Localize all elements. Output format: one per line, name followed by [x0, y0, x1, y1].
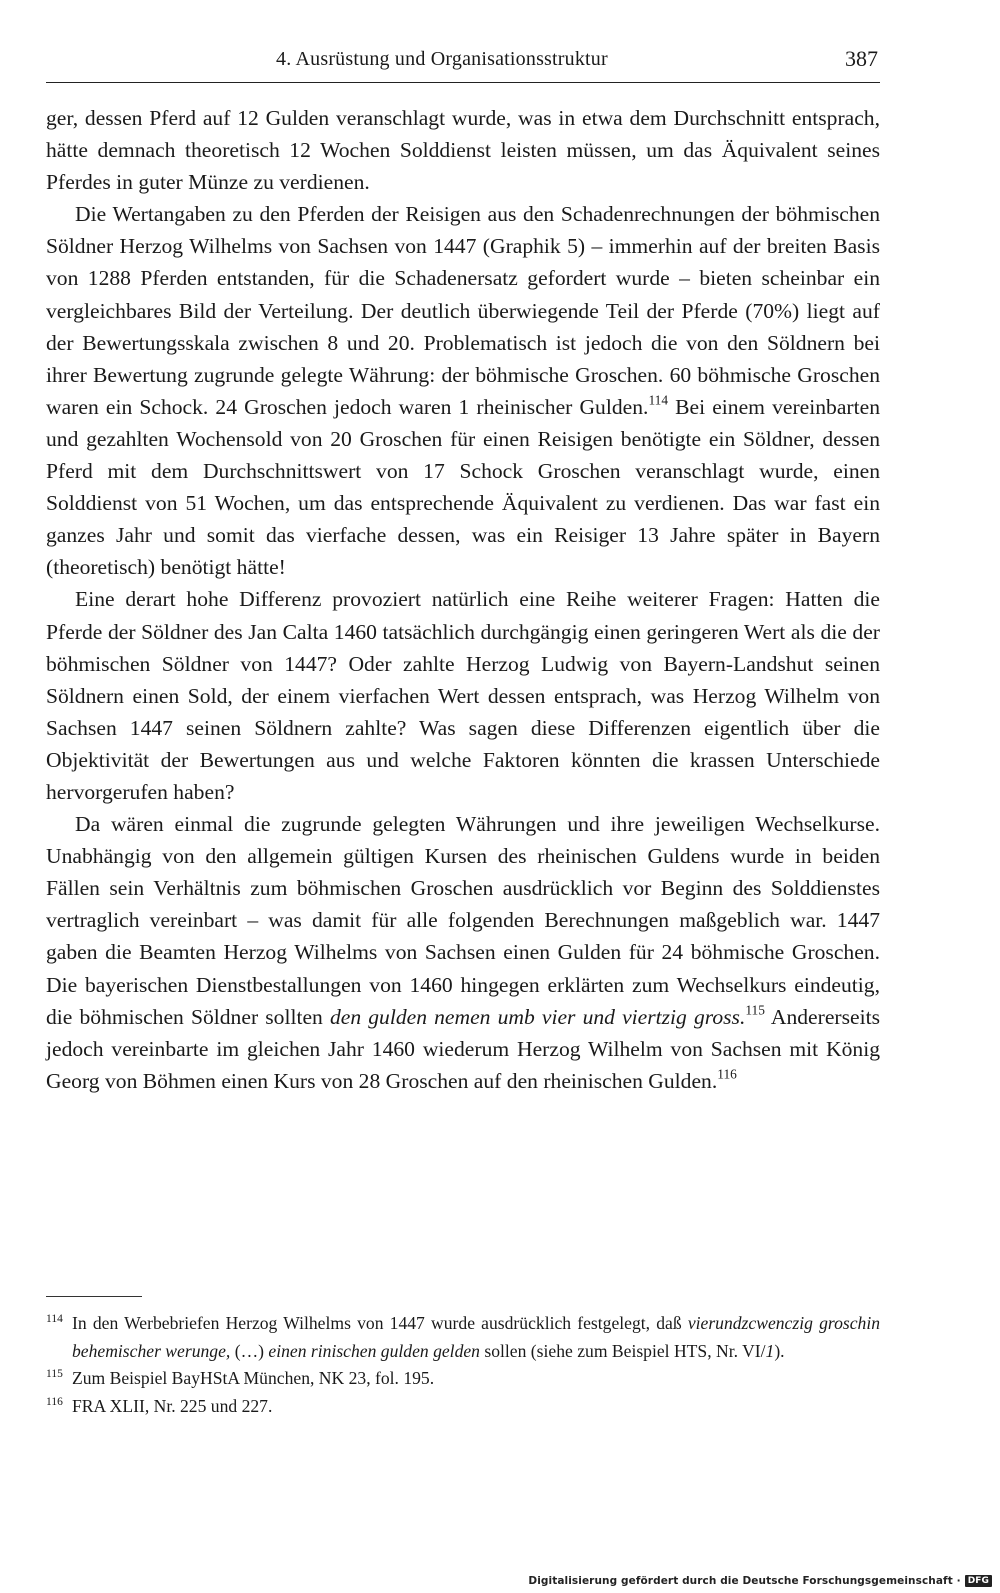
- paragraph-4-quote: den gulden nemen umb vier und viertzig gross.: [329, 1004, 746, 1029]
- footnote-text: (…): [230, 1340, 269, 1361]
- paragraph-2: [46, 198, 880, 583]
- paragraph-4-text-b: Andererseits jedoch vereinbarte im gleichen Jahr 1460 wiederum Herzog Wilhelm von Sachsen mit König Georg von Böhmen einen Kurs von 28 Groschen auf den rheinischen Gulden.: [46, 1004, 880, 1093]
- footnote-ref-114: 114: [648, 392, 669, 408]
- paragraph-3: Eine derart hohe Differenz provoziert natürlich eine Reihe weiterer Fragen: Hatten die Pferde der Söldner des Jan Calta 1460 tatsächlich durchgängig einen geringeren Wert als die der böhmischen Söldner von 1447? Oder zahlte Herzog Ludwig von Bayern-Landshut seinen Söldnern einen Sold, der einem vierfachen Wert dessen entsprach, was Herzog Wilhelm von Sachsen 1447 seinen Söldnern zahlte? Was sagen diese Differenzen eigentlich über die Objektivität der Bewertungen aus und welche Faktoren könnten die krassen Unterschiede hervorgerufen haben?: [46, 587, 880, 804]
- footnote-ref-115: 115: [745, 1001, 765, 1017]
- dfg-logo-icon: DFG: [965, 1575, 992, 1587]
- paragraph-4: [46, 808, 880, 1097]
- digitization-credit: [528, 1575, 992, 1587]
- footnote-quote: 1: [765, 1340, 775, 1361]
- footnote-quote: einen rinischen gulden gelden: [268, 1340, 480, 1361]
- paragraph-2-text-a: Die Wertangaben zu den Pferden der Reisigen aus den Schadenrechnungen der böhmischen Söldner Herzog Wilhelms von Sachsen von 1447 (Graphik 5) – immerhin auf der breiten Basis von 1288 Pferden entstanden, für die Schadenersatz gefordert wurde – bieten scheinbar ein vergleichbares Bild der Verteilung. Der deutlich überwiegende Teil der Pferde (70%) liegt auf der Bewertungsskala zwischen 8 und 20. Problematisch ist jedoch die von den Söldnern bei ihrer Bewertung zugrunde gelegte Währung: der böhmische Groschen. 60 böhmische Groschen waren ein Schock. 24 Groschen jedoch waren 1 rheinischer Gulden.: [46, 202, 880, 419]
- footnote-114: 114 In den Werbebriefen Herzog Wilhelms von 1447 wurde ausdrücklich festgelegt, daß vierundzcwenczig groschin behemischer werunge, (…) einen rinischen gulden gelden sollen (siehe zum Beispiel HTS, Nr. VI/1).: [46, 1313, 880, 1361]
- page-number: 387: [845, 46, 878, 71]
- footnote-text: FRA XLII, Nr. 225 und 227.: [72, 1395, 273, 1416]
- footnote-ref-116: 116: [717, 1066, 737, 1082]
- footnote-text: Zum Beispiel BayHStA München, NK 23, fol. 195.: [72, 1368, 435, 1388]
- footnotes: [46, 1310, 880, 1420]
- footnote-quote: vierundzcwenczig groschin behemischer werunge,: [72, 1313, 880, 1361]
- page-header: [46, 44, 880, 83]
- running-head: 4. Ausrüstung und Organisationsstruktur: [276, 48, 608, 70]
- body-text: [46, 102, 880, 1097]
- paragraph-4-text-a: Da wären einmal die zugrunde gelegten Währungen und ihre jeweiligen Wechselkurse. Unabhängig von den allgemein gültigen Kursen des rheinischen Guldens wurde in beiden Fällen sein Verhältnis zum böhmischen Groschen ausdrücklich vor Beginn des Solddienstes vertraglich vereinbart – was damit für alle folgenden Berechnungen maßgeblich war. 1447 gaben die Beamten Herzog Wilhelms von Sachsen einen Gulden für 24 böhmische Groschen. Die bayerischen Dienstbestallungen von 1460 hingegen erklärten zum Wechselkurs eindeutig, die böhmischen Söldner sollten: [46, 812, 880, 1029]
- footnote-text: In den Werbebriefen Herzog Wilhelms von 1447 wurde ausdrücklich festgelegt, daß: [72, 1313, 688, 1333]
- footnote-115: 115 Zum Beispiel BayHStA München, NK 23, fol. 195.: [46, 1368, 435, 1388]
- footnote-text: sollen (siehe zum Beispiel HTS, Nr. VI/: [479, 1340, 766, 1361]
- paragraph-1: ger, dessen Pferd auf 12 Gulden veranschlagt wurde, was in etwa dem Durchschnitt entsprach, hätte demnach theoretisch 12 Wochen Solddienst leisten müssen, um das Äquivalent seines Pferdes in guter Münze zu verdienen.: [46, 106, 880, 195]
- paragraph-2-text-b: Bei einem vereinbarten und gezahlten Wochensold von 20 Groschen für einen Reisigen benötigte ein Söldner, dessen Pferd mit dem Durchschnittswert von 17 Schock Groschen veranschlagt wurde, einen Solddienst von 51 Wochen, um das entsprechende Äquivalent zu verdienen. Das war fast ein ganzes Jahr und somit das vierfache dessen, was ein Reisiger 13 Jahre später in Bayern (theoretisch) benötigt hätte!: [46, 394, 880, 580]
- digitization-note: Digitalisierung gefördert durch die Deutsche Forschungsgemeinschaft ·: [528, 1575, 961, 1587]
- footnote-separator: [46, 1296, 142, 1297]
- footnote-116: 116 FRA XLII, Nr. 225 und 227.: [46, 1395, 273, 1416]
- footnote-text: ).: [774, 1340, 785, 1361]
